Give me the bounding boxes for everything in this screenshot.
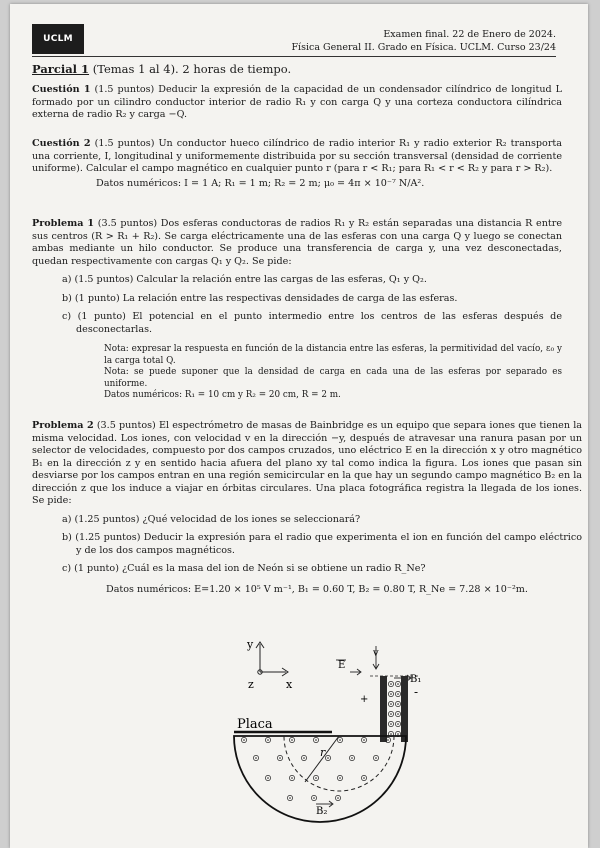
b2-dot-center [255,757,257,759]
spectrometer-figure [210,632,430,832]
b2-label: B₂ [316,806,328,817]
b1-dot-center [397,683,399,685]
b1-dot-center [397,723,399,725]
exam-sheet [10,4,588,848]
b2-dot-center [363,777,365,779]
question-2: Cuestión 2 (1.5 puntos) Un conductor hueco cilíndrico de radio interior R₁ y radio exterior R₂ transporta una corriente, I, longitudinal y uniformemente distribuida por su sección transversal (densidad de corriente uniforme). Calcular el campo magnético en cualquier punto r (para r < R₁; para R₁ < r < R₂ y para r > R₂). Datos numéricos: I = 1 A; R₁ = 1 m; R₂ = 2 m; μ₀ = 4π × 10⁻⁷ N/A². [32,138,562,189]
b1-dot-center [390,693,392,695]
b2-dot-center [289,797,291,799]
b2-dot-center [267,777,269,779]
problem-2-data: Datos numéricos: E=1.20 × 10⁵ V m⁻¹, B₁ = 0.60 T, B₂ = 0.80 T, R_Ne = 7.28 × 10⁻²m. [106,583,528,595]
b2-dot-center [387,739,389,741]
page-title: Parcial 1 (Temas 1 al 4). 2 horas de tiempo. [32,62,292,76]
b2-dot-center [279,757,281,759]
b2-dot-center [291,777,293,779]
problem-1-a: a) (1.5 puntos) Calcular la relación entre las cargas de las esferas, Q₁ y Q₂. [62,274,427,285]
axis-z-label: z [248,678,254,691]
question-2-data: Datos numéricos: I = 1 A; R₁ = 1 m; R₂ = 2 m; μ₀ = 4π × 10⁻⁷ N/A². [96,177,425,189]
b2-dot-center [327,757,329,759]
axis-y-label: y [247,638,254,651]
velocity-label: v [373,648,379,659]
exam-header [291,28,556,54]
header-rule [32,56,556,57]
radius-line [305,736,339,782]
b1-dot-center [390,733,392,735]
b2-dot-center [313,797,315,799]
axis-x-label: x [286,678,293,691]
b2-dot-center [315,739,317,741]
problem-2: Problema 2 (3.5 puntos) El espectrómetro de masas de Bainbridge es un equipo que separa iones que tienen la misma velocidad. Los iones, con velocidad v en la dirección −y, después de atravesar una ranura pasan por un selector de velocidades, compuesto por dos campos cruzados, uno eléctrico E en la dirección x y otro magnético B₁ en la dirección z y en sentido hacia afuera del plano xy tal como indica la figura. Los iones que pasan sin desviarse por los campos entran en una región semicircular en la que hay un segundo campo magnético B₂ en la dirección z que los induce a viajar en órbitas circulares. Una placa fotográfica registra la llegada de los iones. Se pide: a) (1.25 puntos) ¿Qué velocidad de los iones se seleccionará? b) (1.25 puntos) Deducir la expresión para el radio que experimenta el ion en función del campo eléctrico y de los dos campos magnéticos. c) (1 punto) ¿Cuál es la masa del ion de Neón si se obtiene un radio R_Ne? Datos numéricos: E=1.20 × 10⁵ V m⁻¹, B₁ = 0.60 T, B₂ = 0.80 T, R_Ne = 7.28 × 10⁻²m. [32,420,582,595]
e-field-label: E [338,660,346,671]
b2-dot-center [243,739,245,741]
b2-dot-center [291,739,293,741]
chamber-field-dots [241,737,390,800]
header-date: Examen final. 22 de Enero de 2024. [383,29,556,40]
uclm-logo: UCLM [32,24,84,54]
b2-dot-center [337,797,339,799]
radius-label: r [320,746,326,759]
b1-dot-center [390,683,392,685]
b2-dot-center [363,739,365,741]
b1-dot-center [390,723,392,725]
b1-dot-center [397,703,399,705]
minus-sign: - [414,685,419,699]
header-course: Física General II. Grado en Física. UCLM. Curso 23/24 [291,42,556,53]
b2-dot-center [351,757,353,759]
b1-dot-center [397,713,399,715]
problem-1-c: c) (1 punto) El potencial en el punto intermedio entre los centros de las esferas después de desconectarlas. [62,311,562,335]
problem-2-a: a) (1.25 puntos) ¿Qué velocidad de los iones se seleccionará? [62,513,361,525]
selector-field-dots [388,681,400,736]
plus-sign: + [360,694,369,705]
question-1: Cuestión 1 (1.5 puntos) Deducir la expresión de la capacidad de un condensador cilíndrico de longitud L formado por un cilindro conductor interior de radio R₁ y con carga Q y una corteza conductora cilíndrica externa de radio R₂ y carga −Q. [32,84,563,120]
b2-dot-center [267,739,269,741]
problem-1-data: Datos numéricos: R₁ = 10 cm y R₂ = 20 cm, R = 2 m. [104,390,341,400]
b2-dot-center [375,757,377,759]
problem-2-c: c) (1 punto) ¿Cuál es la masa del ion de Neón si se obtiene un radio R_Ne? [62,563,426,574]
problem-1-note2: Nota: se puede suponer que la densidad de carga en cada una de las esferas por separado es uniforme. [104,367,562,389]
b1-dot-center [397,693,399,695]
problem-1-b: b) (1 punto) La relación entre las respectivas densidades de carga de las esferas. [62,292,458,304]
plate-label: Placa [237,717,273,732]
problem-2-b: b) (1.25 puntos) Deducir la expresión para el radio que experimenta el ion en función del campo eléctrico y de los dos campos magnéticos. [62,532,582,556]
b2-dot-center [303,757,305,759]
b1-dot-center [390,713,392,715]
velocity-selector [370,676,420,742]
b2-dot-center [339,777,341,779]
b1-label: B₁ [410,674,422,685]
problem-1: Problema 1 (3.5 puntos) Dos esferas conductoras de radios R₁ y R₂ están separadas una distancia R entre sus centros (R > R₁ + R₂). Se carga eléctricamente una de las esferas con una carga Q y luego se conectan ambas mediante un hilo conductor. Se produce una transferencia de carga y, una vez desconectadas, quedan respectivamente con cargas Q₁ y Q₂. Se pide: a) (1.5 puntos) Calcular la relación entre las cargas de las esferas, Q₁ y Q₂. b) (1 punto) La relación entre las respectivas densidades de carga de las esferas. c) (1 punto) El potencial en el punto intermedio entre los centros de las esferas después de desconectarlas. Nota: expresar la respuesta en función de la distancia entre las esferas, la permitividad del vacío, ε₀ y la carga total Q. Nota: se puede suponer que la densidad de carga en cada una de las esferas por separado es uniforme. Datos numéricos: R₁ = 10 cm y R₂ = 20 cm, R = 2 m. [32,218,562,400]
axes-diagram [256,642,288,676]
b2-dot-center [339,739,341,741]
b2-dot-center [315,777,317,779]
ion-trajectory [284,736,394,791]
b1-dot-center [390,703,392,705]
problem-1-note1: Nota: expresar la respuesta en función de la distancia entre las esferas, la permitividad del vacío, ε₀ y la carga total Q. [104,344,562,366]
b1-dot-center [397,733,399,735]
